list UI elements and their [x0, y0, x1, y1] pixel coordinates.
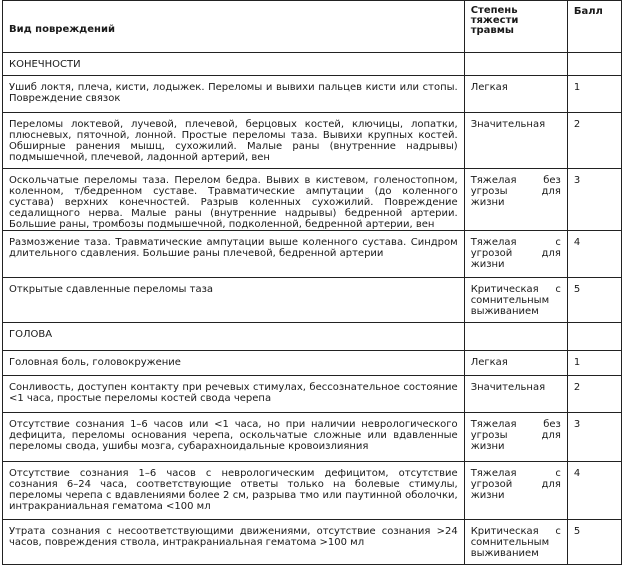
section-row-limbs	[3, 53, 622, 76]
section-title: ГОЛОВА	[3, 323, 465, 351]
header-severity: Степень тяжести травмы	[464, 1, 567, 53]
table-header-row	[3, 1, 622, 53]
severity-cell: Тяжелая с угрозой для жизни	[464, 231, 567, 278]
score-cell: 3	[567, 413, 621, 462]
score-cell: 2	[567, 376, 621, 413]
injury-description: Переломы локтевой, лучевой, плечевой, берцовых костей, ключицы, лопатки, плюсневых, пяточной, лонной. Простые переломы таза. Вывихи крупных костей. Обширные ранения мышц, сухожилий. Малые раны (внутренние надрывы) подмышечной, плечевой, ладонной артерий, вен	[3, 113, 465, 169]
injury-description: Сонливость, доступен контакту при речевых стимулах, бессознательное состояние <1 часа, простые переломы костей свода черепа	[3, 376, 465, 413]
score-cell: 5	[567, 278, 621, 323]
score-cell: 1	[567, 76, 621, 113]
section-row-head	[3, 323, 622, 351]
section-title: КОНЕЧНОСТИ	[3, 53, 465, 76]
injury-description: Оскольчатые переломы таза. Перелом бедра. Вывих в кистевом, голеностопном, коленном, т/бедренном суставе. Травматические ампутации (до коленного сустава) верхних конечностей. Разрыв коленных сухожилий. Повреждение седалищного нерва. Малые раны (внутренние надрывы) бедренной артерии. Большие раны, тромбозы подмышечной, подколенной, бедренной артерии, вен	[3, 169, 465, 231]
injury-description: Головная боль, головокружение	[3, 351, 465, 376]
severity-cell: Критическая с сомнительным выживанием	[464, 278, 567, 323]
injury-description: Отсутствие сознания 1–6 часов с неврологическим дефицитом, отсутствие сознания 6–24 часа, соответствующие ответы только на болевые стимулы, переломы черепа с вдавлениями более 2 см, разрыва тмо или паутинной оболочки, интракраниальная гематома <100 мл	[3, 462, 465, 520]
score-cell: 4	[567, 231, 621, 278]
severity-cell: Тяжелая без угрозы для жизни	[464, 169, 567, 231]
table-row	[3, 413, 622, 462]
severity-cell: Тяжелая без угрозы для жизни	[464, 413, 567, 462]
table-row	[3, 462, 622, 520]
injury-severity-table	[2, 0, 622, 565]
injury-description: Утрата сознания с несоответствующими движениями, отсутствие сознания >24 часов, повреждения ствола, интракраниальная гематома >100 мл	[3, 520, 465, 565]
table-row	[3, 351, 622, 376]
injury-description: Размозжение таза. Травматические ампутации выше коленного сустава. Синдром длительного сдавления. Большие раны плечевой, бедренной артерии	[3, 231, 465, 278]
table-row	[3, 76, 622, 113]
injury-description: Ушиб локтя, плеча, кисти, лодыжек. Переломы и вывихи пальцев кисти или стопы. Повреждение связок	[3, 76, 465, 113]
score-cell: 4	[567, 462, 621, 520]
severity-cell: Значительная	[464, 113, 567, 169]
score-cell: 2	[567, 113, 621, 169]
table-row	[3, 169, 622, 231]
score-cell: 5	[567, 520, 621, 565]
table-row	[3, 231, 622, 278]
severity-cell: Значительная	[464, 376, 567, 413]
severity-cell: Тяжелая с угрозой для жизни	[464, 462, 567, 520]
header-score: Балл	[567, 1, 621, 53]
severity-cell: Критическая с сомнительным выживанием	[464, 520, 567, 565]
table-row	[3, 520, 622, 565]
severity-cell: Легкая	[464, 76, 567, 113]
table-row	[3, 376, 622, 413]
injury-description: Открытые сдавленные переломы таза	[3, 278, 465, 323]
table-row	[3, 278, 622, 323]
injury-description: Отсутствие сознания 1–6 часов или <1 часа, но при наличии неврологического дефицита, переломы основания черепа, оскольчатые сложные или вдавленные переломы свода, ушибы мозга, субарахноидальные кровоизлияния	[3, 413, 465, 462]
table-row	[3, 113, 622, 169]
score-cell: 3	[567, 169, 621, 231]
header-injury-type: Вид повреждений	[3, 1, 465, 53]
score-cell: 1	[567, 351, 621, 376]
severity-cell: Легкая	[464, 351, 567, 376]
